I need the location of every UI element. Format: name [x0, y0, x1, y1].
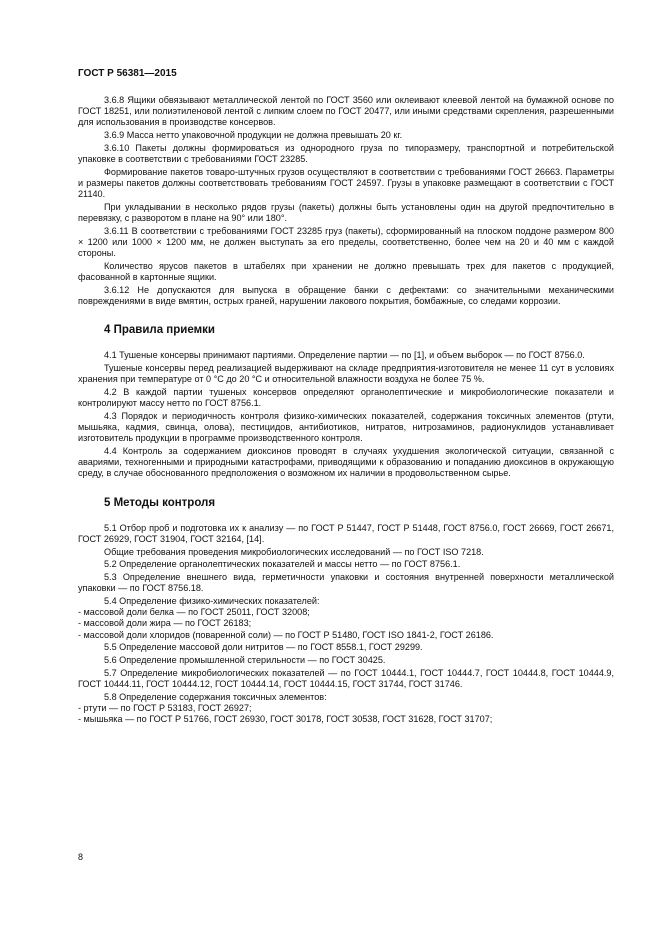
document-body	[78, 95, 614, 725]
paragraph: Общие требования проведения микробиологических исследований — по ГОСТ ISO 7218.	[104, 546, 484, 557]
list-item: - ртути — по ГОСТ Р 53183, ГОСТ 26927;	[78, 702, 252, 713]
paragraph: 4.4 Контроль за содержанием диоксинов проводят в случаях ухудшения экологической ситуации, связанной с авариями, техногенными и природными катастрофами, приводящими к образованию и попаданию диоксинов в окружающую среду, в случае обоснованного предположения о возможном их наличии в продовольственном сырье.	[78, 445, 614, 479]
paragraph: 3.6.10 Пакеты должны формироваться из однородного груза по типоразмеру, транспортной и потребительской упаковке в соответствии с требованиями ГОСТ 23285.	[78, 142, 614, 165]
paragraph: 5.2 Определение органолептических показателей и массы нетто — по ГОСТ 8756.1.	[104, 559, 461, 570]
paragraph: 3.6.9 Масса нетто упаковочной продукции не должна превышать 20 кг.	[104, 130, 403, 141]
section-4-heading: 4 Правила приемки	[104, 324, 215, 337]
paragraph: Количество ярусов пакетов в штабелях при хранении не должно превышать трех для пакетов с продукцией, фасованной в картонные ящики.	[78, 260, 614, 283]
paragraph: 3.6.11 В соответствии с требованиями ГОСТ 23285 груз (пакеты), сформированный на плоском поддоне размером 800 × 1200 или 1000 × 1200 мм, не должен выступать за его пределы, соответственно, более чем на 20 и 40 мм с каждой стороны.	[78, 225, 614, 259]
paragraph: Формирование пакетов товаро-штучных грузов осуществляют в соответствии с требованиями ГОСТ 26663. Параметры и размеры пакетов должны соответствовать требованиям ГОСТ 24597. Грузы в упаковке размещают в соответствии с ГОСТ 21140.	[78, 166, 614, 200]
document-header: ГОСТ Р 56381—2015	[78, 68, 177, 79]
paragraph: 3.6.12 Не допускаются для выпуска в обращение банки с дефектами: со значительными механическими повреждениями в виде вмятин, острых граней, нарушении лакового покрытия, бомбажные, со следами коррозии.	[78, 284, 614, 306]
paragraph: 5.8 Определение содержания токсичных элементов:	[104, 691, 327, 702]
paragraph: 5.7 Определение микробиологических показателей — по ГОСТ 10444.1, ГОСТ 10444.7, ГОСТ 10444.8, ГОСТ 10444.9, ГОСТ 10444.11, ГОСТ 10444.12, ГОСТ 10444.14, ГОСТ 10444.15, ГОСТ 31744, ГОСТ 31746.	[78, 667, 614, 689]
list-item: - мышьяка — по ГОСТ Р 51766, ГОСТ 26930, ГОСТ 30178, ГОСТ 30538, ГОСТ 31628, ГОСТ 31707;	[78, 714, 493, 725]
list-item: - массовой доли жира — по ГОСТ 26183;	[78, 618, 252, 629]
paragraph: 3.6.8 Ящики обвязывают металлической лентой по ГОСТ 3560 или оклеивают клеевой лентой на бумажной основе по ГОСТ 18251, или полиэтиленовой лентой с липким слоем по ГОСТ 20477, или иными средствами скрепления, разрешенными для использования в производстве консервов.	[78, 95, 614, 128]
paragraph: При укладывании в несколько рядов грузы (пакеты) должны быть установлены один на другой предпочтительно в перевязку, с разворотом в плане на 90° или 180°.	[78, 201, 614, 224]
section-5-heading: 5 Методы контроля	[104, 496, 216, 509]
paragraph: 4.2 В каждой партии тушеных консервов определяют органолептические и микробиологические показатели и контролируют массу нетто по ГОСТ 8756.1.	[78, 386, 614, 409]
paragraph: Тушеные консервы перед реализацией выдерживают на складе предприятия-изготовителя не менее 11 сут в условиях хранения при температуре от 0 °С до 20 °С и относительной влажности воздуха не более 75 %.	[78, 363, 614, 385]
list-item: - массовой доли хлоридов (поваренной соли) — по ГОСТ Р 51480, ГОСТ ISO 1841-2, ГОСТ 26186.	[78, 629, 494, 640]
paragraph: 5.4 Определение физико-химических показателей:	[104, 596, 320, 607]
list-item: - массовой доли белка — по ГОСТ 25011, ГОСТ 32008;	[78, 607, 310, 618]
paragraph: 5.5 Определение массовой доли нитритов — по ГОСТ 8558.1, ГОСТ 29299.	[104, 642, 423, 653]
paragraph: 5.6 Определение промышленной стерильности — по ГОСТ 30425.	[104, 655, 386, 666]
paragraph: 5.3 Определение внешнего вида, герметичности упаковки и состояния внутренней поверхности металлической упаковки — по ГОСТ 8756.18.	[78, 572, 614, 594]
paragraph: 4.1 Тушеные консервы принимают партиями. Определение партии — по [1], и объем выборок — по ГОСТ 8756.0.	[104, 350, 585, 361]
page-number: 8	[78, 852, 84, 862]
paragraph: 4.3 Порядок и периодичность контроля физико-химических показателей, содержания токсичных элементов (ртути, мышьяка, кадмия, свинца, олова), пестицидов, антибиотиков, нитратов, нитрозаминов, радионуклидов устанавливает изготовитель продукции в программе производственного контроля.	[78, 410, 614, 444]
paragraph: 5.1 Отбор проб и подготовка их к анализу — по ГОСТ Р 51447, ГОСТ Р 51448, ГОСТ 8756.0, ГОСТ 26669, ГОСТ 26671, ГОСТ 26929, ГОСТ 31904, ГОСТ 32164, [14].	[78, 522, 614, 544]
